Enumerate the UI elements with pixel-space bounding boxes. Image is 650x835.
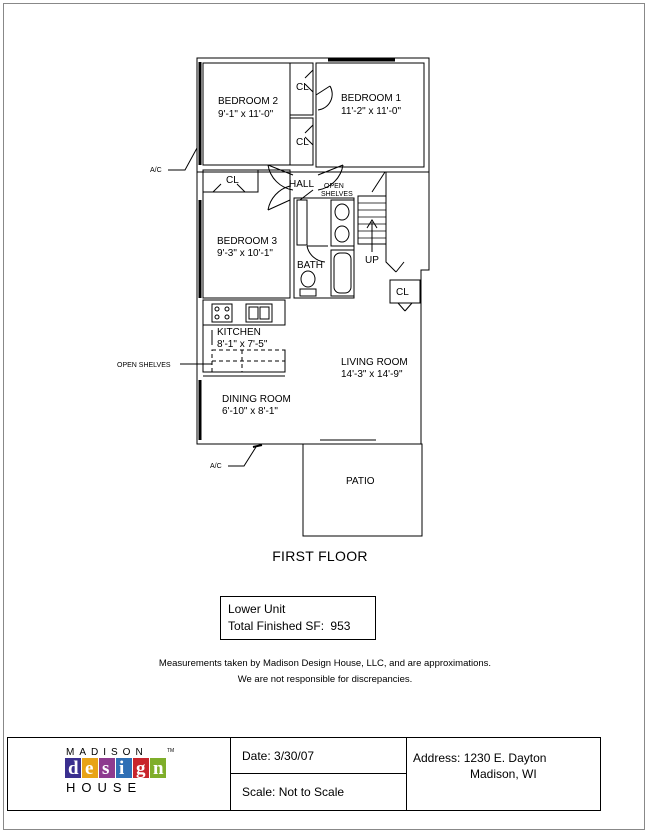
closet-bedroom-3-label: CL xyxy=(226,175,239,186)
stairs-up-label: UP xyxy=(365,255,379,266)
dining-room-name: DINING ROOM xyxy=(222,394,291,405)
unit-sf-value: 953 xyxy=(330,619,351,633)
bedroom-3-size: 9'-3" x 10'-1" xyxy=(217,248,273,259)
date-row xyxy=(231,738,406,774)
address-line-1 xyxy=(413,750,600,766)
hall-label: HALL xyxy=(289,179,315,190)
disclaimer-line-2: We are not responsible for discrepancies. xyxy=(237,674,413,685)
logo-bottom-text: HOUSE xyxy=(66,780,143,795)
closet-living-room-label: CL xyxy=(396,287,409,298)
living-room-size: 14'-3" x 14'-9" xyxy=(341,369,403,380)
open-shelves-hall-line2: SHELVES xyxy=(321,191,353,198)
open-shelves-hall-line1: OPEN xyxy=(324,183,344,190)
scale-label: Scale: xyxy=(242,785,276,799)
address-street: 1230 E. Dayton xyxy=(463,751,547,765)
address-line-2: Madison, WI xyxy=(470,767,537,781)
kitchen-size: 8'-1" x 7'-5" xyxy=(217,339,268,350)
floor-title: FIRST FLOOR xyxy=(272,548,368,564)
scale-value: Not to Scale xyxy=(278,785,345,799)
bedroom-1-name: BEDROOM 1 xyxy=(341,93,402,104)
madison-design-house-logo xyxy=(63,744,183,804)
date-label: Date: xyxy=(242,749,271,763)
unit-sf-label: Total Finished SF: xyxy=(228,619,325,633)
bedroom-3-name: BEDROOM 3 xyxy=(217,236,278,247)
ac-label-upper: A/C xyxy=(150,167,162,174)
logo-mark: TM xyxy=(167,748,175,754)
unit-summary-box xyxy=(220,596,376,640)
logo-middle-text: d e s i g n xyxy=(68,758,167,779)
patio-outline xyxy=(303,444,422,536)
bedroom-2-size: 9'-1" x 11'-0" xyxy=(218,109,274,120)
bath-label: BATH xyxy=(297,260,323,271)
disclaimer-line-1: Measurements taken by Madison Design House, LLC, and are approximations. xyxy=(158,658,492,669)
bath-walls xyxy=(294,198,354,298)
dining-room-size: 6'-10" x 8'-1" xyxy=(222,406,278,417)
bedroom-2-name: BEDROOM 2 xyxy=(218,96,279,107)
date-value: 3/30/07 xyxy=(274,749,315,763)
kitchen-name: KITCHEN xyxy=(217,327,261,338)
closet-lower-label: CL xyxy=(296,137,309,148)
ac-label-lower: A/C xyxy=(210,463,222,470)
date-scale-cell xyxy=(231,738,407,810)
address-cell xyxy=(407,738,600,810)
logo-top-text: MADISON xyxy=(66,747,148,758)
closet-upper-label: CL xyxy=(296,82,309,93)
unit-sf-row xyxy=(228,618,375,635)
scale-row xyxy=(231,774,406,810)
bedroom-1-size: 11'-2" x 11'-0" xyxy=(341,106,402,117)
title-block xyxy=(7,737,601,811)
unit-name: Lower Unit xyxy=(228,602,286,616)
address-label: Address: xyxy=(413,751,461,765)
logo-cell xyxy=(8,738,231,810)
open-shelves-kitchen-label: OPEN SHELVES xyxy=(117,362,171,369)
disclaimer xyxy=(0,656,650,688)
patio-label: PATIO xyxy=(346,476,375,487)
living-room-name: LIVING ROOM xyxy=(341,357,408,368)
